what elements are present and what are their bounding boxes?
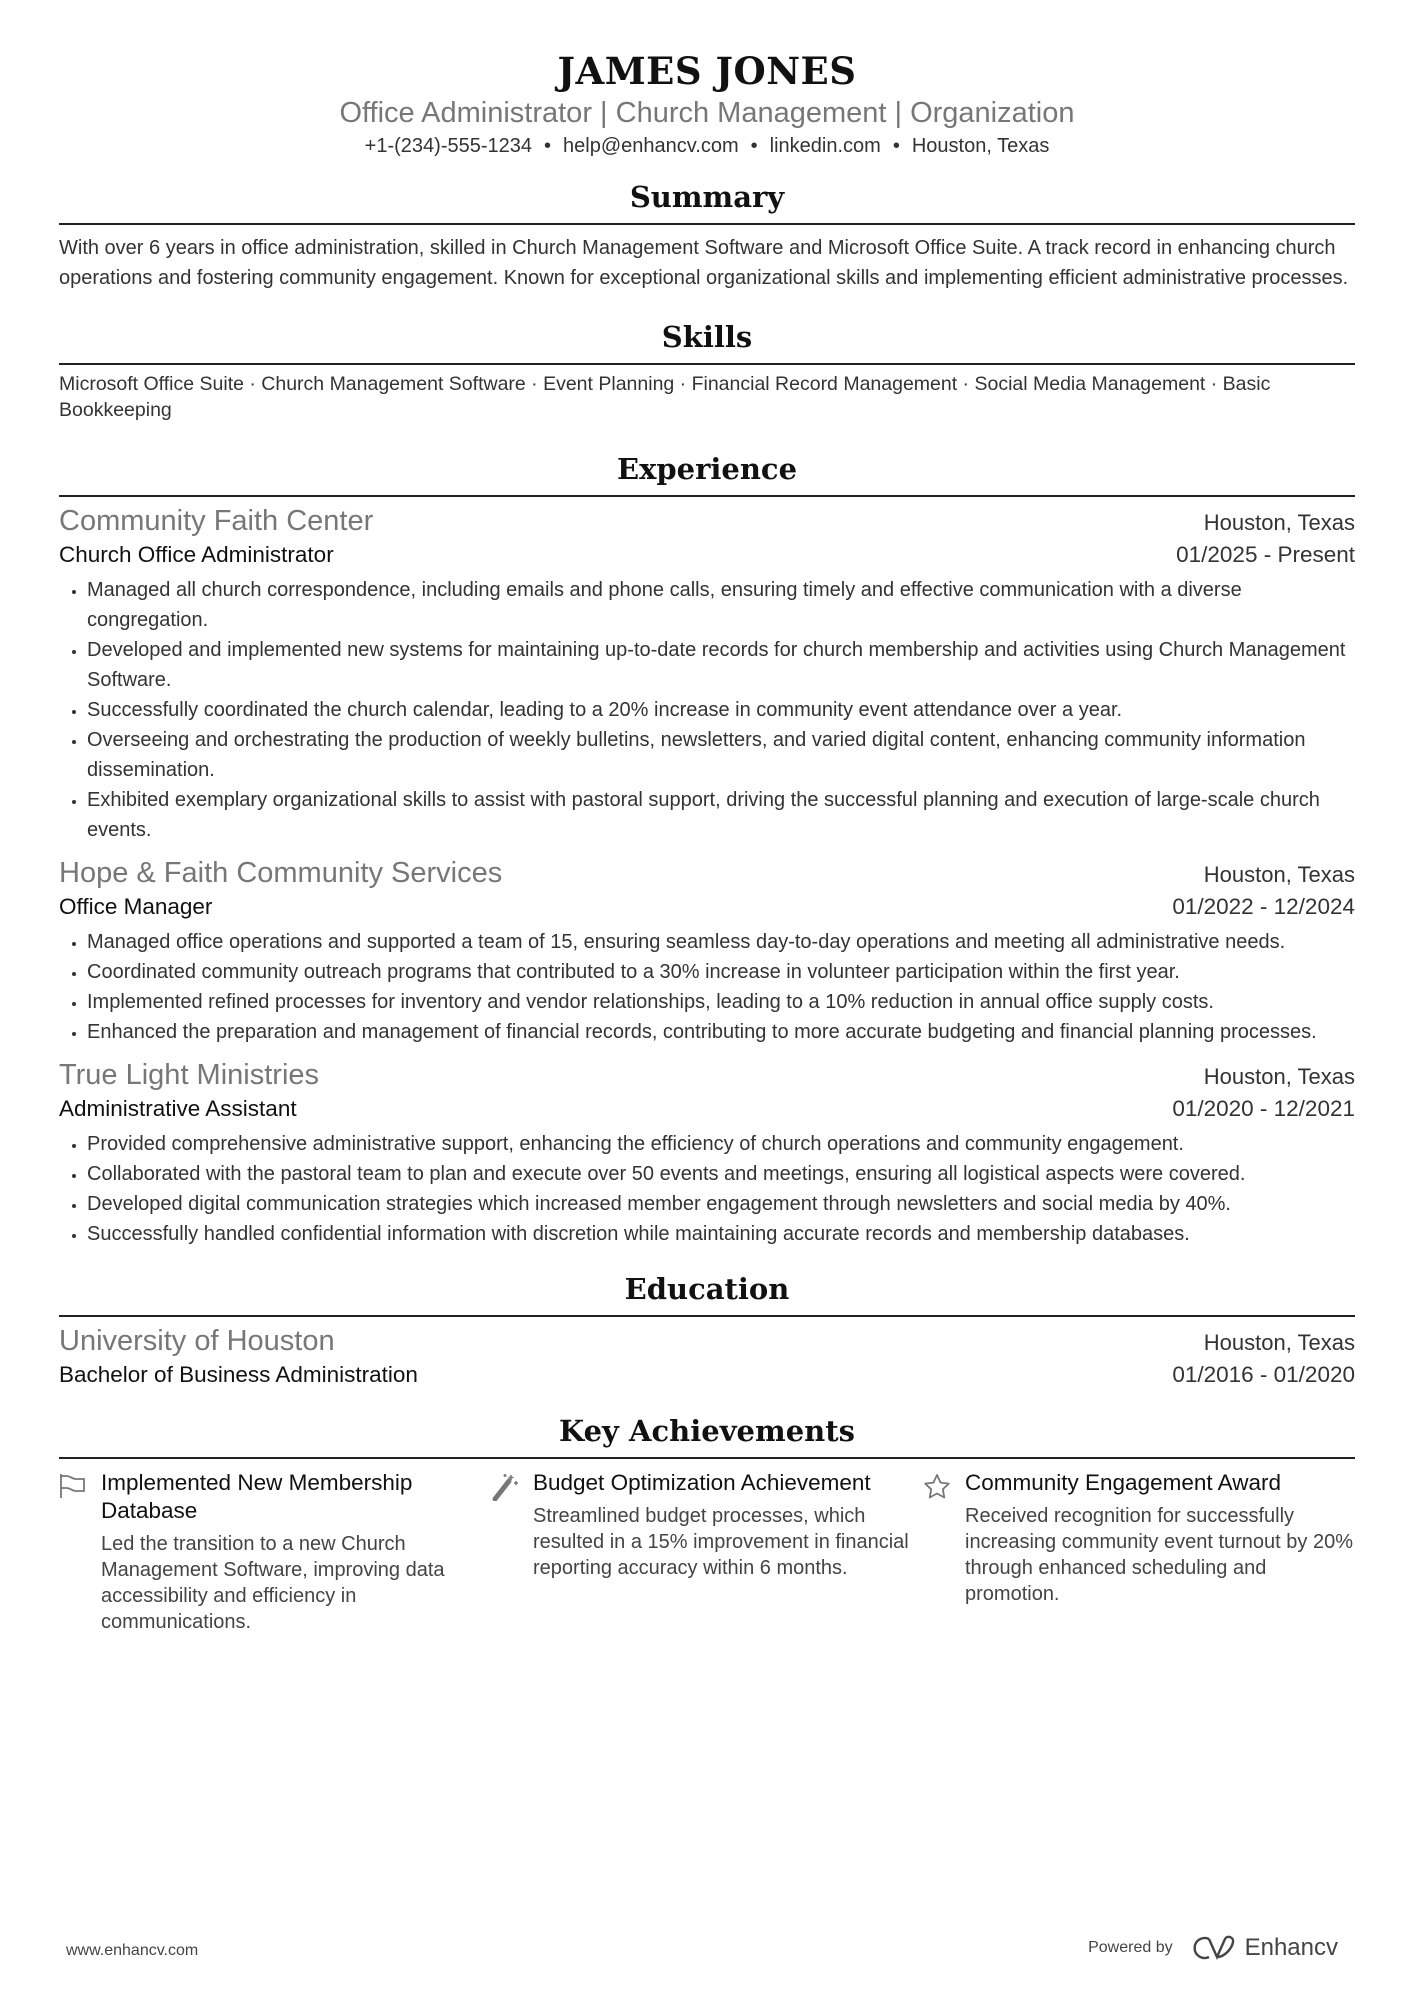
star-icon bbox=[923, 1469, 965, 1635]
education-entry bbox=[59, 1323, 1355, 1391]
summary-text: With over 6 years in office administration, skilled in Church Management Software and Microsoft Office Suite. A track record in enhancing church operations and fostering community engagement. Known for exceptional organizational skills and implementing efficient administrative processes. bbox=[59, 237, 1349, 289]
achievement-title: Budget Optimization Achievement bbox=[533, 1470, 871, 1495]
bullet: • Successfully coordinated the church calendar, leading to a 20% increase in community event attendance over a year. bbox=[87, 695, 1355, 725]
bullet: • Collaborated with the pastoral team to plan and execute over 50 events and meetings, ensuring all logistical aspects were covered. bbox=[87, 1159, 1355, 1189]
divider bbox=[59, 223, 1355, 225]
job-dates: 01/2020 - 12/2021 bbox=[1172, 1096, 1355, 1121]
achievement-title: Implemented New Membership Database bbox=[101, 1470, 413, 1523]
bullet: • Provided comprehensive administrative support, enhancing the efficiency of church operations and community engagement. bbox=[87, 1129, 1355, 1159]
achievement-desc: Led the transition to a new Church Management Software, improving data accessibility and efficiency in communications. bbox=[101, 1533, 445, 1633]
linkedin[interactable]: linkedin.com bbox=[769, 135, 881, 157]
school-location: Houston, Texas bbox=[1203, 1330, 1355, 1355]
magic-wand-icon bbox=[491, 1469, 533, 1635]
education-dates: 01/2016 - 01/2020 bbox=[1172, 1362, 1355, 1387]
candidate-title: Office Administrator | Church Management | Organization bbox=[339, 97, 1075, 129]
divider bbox=[59, 1457, 1355, 1459]
skills-list: Microsoft Office Suite · Church Management Software · Event Planning · Financial Record Management · Social Media Management · Basic Bookkeeping bbox=[59, 373, 1271, 421]
bullet: • Overseeing and orchestrating the production of weekly bulletins, newsletters, and varied digital content, enhancing community information dissemination. bbox=[87, 725, 1355, 785]
skills-heading: Skills bbox=[661, 320, 753, 354]
brand-name: Enhancv bbox=[1244, 1934, 1338, 1961]
achievement-desc: Received recognition for successfully increasing community event turnout by 20% through enhanced scheduling and promotion. bbox=[965, 1505, 1353, 1605]
achievement-item bbox=[59, 1469, 491, 1635]
bullet: • Implemented refined processes for inventory and vendor relationships, leading to a 10% reduction in annual office supply costs. bbox=[87, 987, 1355, 1017]
enhancv-logo[interactable] bbox=[1193, 1934, 1338, 1962]
job-entry bbox=[59, 1057, 1355, 1249]
divider bbox=[59, 1315, 1355, 1317]
footer-website[interactable]: www.enhancv.com bbox=[66, 1942, 199, 1959]
achievement-item bbox=[491, 1469, 923, 1635]
enhancv-logo-icon bbox=[1193, 1935, 1237, 1961]
bullet: • Developed and implemented new systems for maintaining up-to-date records for church membership and activities using Church Management Software. bbox=[87, 635, 1355, 695]
job-title: Administrative Assistant bbox=[59, 1096, 297, 1121]
location: Houston, Texas bbox=[911, 135, 1050, 157]
job-entry bbox=[59, 855, 1355, 1047]
bullet: • Managed all church correspondence, including emails and phone calls, ensuring timely and effective communication with a diverse congregation. bbox=[87, 575, 1355, 635]
job-dates: 01/2022 - 12/2024 bbox=[1172, 894, 1355, 919]
achievement-item bbox=[923, 1469, 1355, 1635]
job-title: Office Manager bbox=[59, 894, 213, 919]
divider bbox=[59, 363, 1355, 365]
job-bullets bbox=[59, 1129, 1355, 1249]
bullet: • Coordinated community outreach programs that contributed to a 30% increase in volunteer participation within the first year. bbox=[87, 957, 1355, 987]
divider bbox=[59, 495, 1355, 497]
bullet: • Successfully handled confidential information with discretion while maintaining accurate records and membership databases. bbox=[87, 1219, 1355, 1249]
email[interactable]: help@enhancv.com bbox=[563, 135, 739, 157]
bullet: • Enhanced the preparation and management of financial records, contributing to more accurate budgeting and financial planning processes. bbox=[87, 1017, 1355, 1047]
contact-line: +1-(234)-555-1234 • help@enhancv.com • linkedin.com • Houston, Texas bbox=[364, 135, 1050, 157]
job-location: Houston, Texas bbox=[1203, 510, 1355, 535]
job-bullets bbox=[59, 927, 1355, 1047]
bullet: • Exhibited exemplary organizational skills to assist with pastoral support, driving the successful planning and execution of large-scale church events. bbox=[87, 785, 1355, 845]
flag-icon bbox=[59, 1469, 101, 1635]
achievement-desc: Streamlined budget processes, which resulted in a 15% improvement in financial reporting accuracy within 6 months. bbox=[533, 1505, 909, 1579]
bullet: • Developed digital communication strategies which increased member engagement through newsletters and social media by 40%. bbox=[87, 1189, 1355, 1219]
company-name: Hope & Faith Community Services bbox=[59, 857, 503, 889]
job-entry bbox=[59, 503, 1355, 845]
phone: +1-(234)-555-1234 bbox=[364, 135, 533, 157]
job-location: Houston, Texas bbox=[1203, 862, 1355, 887]
job-bullets bbox=[59, 575, 1355, 845]
company-name: Community Faith Center bbox=[59, 505, 374, 537]
experience-heading: Experience bbox=[616, 452, 798, 486]
footer-branding bbox=[1088, 1934, 1338, 1962]
job-location: Houston, Texas bbox=[1203, 1064, 1355, 1089]
job-title: Church Office Administrator bbox=[59, 542, 334, 567]
bullet: • Managed office operations and supported a team of 15, ensuring seamless day-to-day operations and meeting all administrative needs. bbox=[87, 927, 1355, 957]
achievement-title: Community Engagement Award bbox=[965, 1470, 1281, 1495]
degree: Bachelor of Business Administration bbox=[59, 1362, 418, 1387]
school-name: University of Houston bbox=[59, 1325, 335, 1357]
achievements-list bbox=[59, 1469, 1355, 1635]
company-name: True Light Ministries bbox=[59, 1059, 320, 1091]
powered-by-label: Powered by bbox=[1088, 1939, 1173, 1956]
summary-heading: Summary bbox=[629, 180, 785, 214]
education-heading: Education bbox=[624, 1272, 790, 1306]
achievements-heading: Key Achievements bbox=[559, 1414, 855, 1448]
candidate-name: JAMES JONES bbox=[557, 49, 857, 93]
experience-list bbox=[59, 503, 1355, 1249]
resume bbox=[59, 0, 1355, 1635]
job-dates: 01/2025 - Present bbox=[1176, 542, 1355, 567]
